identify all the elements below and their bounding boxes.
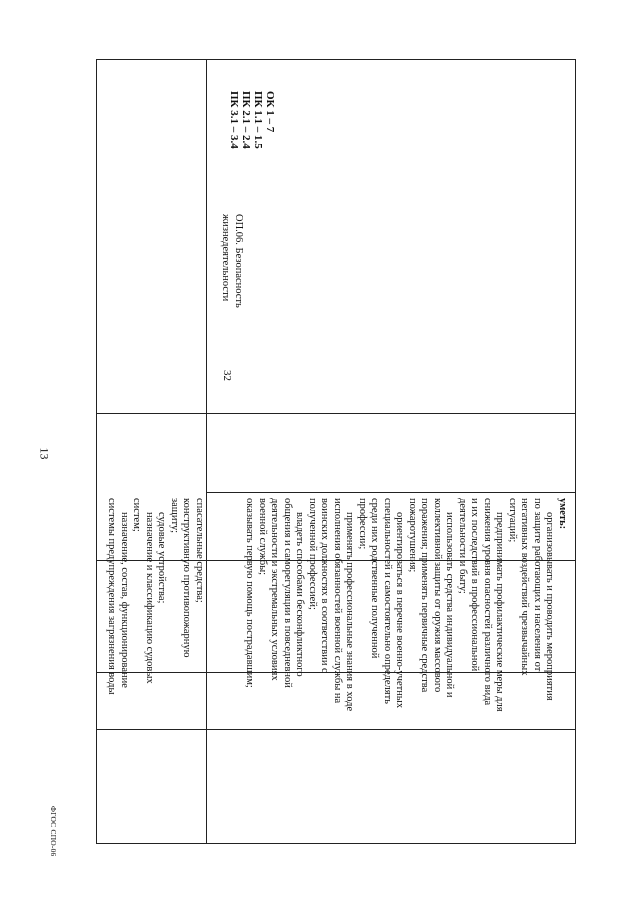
list-item: военной службы; — [257, 498, 268, 576]
list-item: исполнения обязанностей военной службы на — [332, 498, 343, 704]
list-item: пожаротушения; — [407, 498, 418, 573]
list-item: предпринимать профилактические меры для — [494, 512, 506, 712]
list-item: защиту; — [169, 498, 180, 533]
discipline-name: ОП.06. Безопасность жизнедеятельности — [220, 214, 244, 308]
list-item: и их последствий в профессиональной — [469, 498, 481, 672]
list-item: применять профессиональные знания в ходе — [344, 512, 356, 712]
list-item: ПК 1.1 – 1.5 — [252, 91, 264, 149]
list-item: коллективной защиты от оружия массового — [432, 498, 443, 693]
table-divider — [206, 492, 575, 493]
list-item: по защите работающих и населения от — [532, 498, 543, 672]
list-item: специальностей и самостоятельно определять — [382, 498, 393, 704]
list-item: системы предупреждения загрязнения воды — [106, 498, 118, 695]
list-item: среди них родственные полученной — [369, 498, 381, 659]
list-item: использовать средства индивидуальной и — [444, 512, 456, 698]
knowledge-list — [105, 498, 205, 838]
list-item: ОК 1 – 7 — [264, 91, 276, 133]
skills-heading: уметь: — [557, 498, 568, 530]
list-item: профессии; — [357, 498, 368, 550]
hours-value: 32 — [221, 370, 233, 381]
list-item: деятельности и быту; — [457, 498, 468, 594]
list-item: общения и саморегуляции в повседневной — [282, 498, 293, 688]
competency-codes — [228, 91, 276, 181]
list-item: назначение и классификацию судовых — [144, 512, 155, 684]
list-item: назначение, состав, функционирование — [119, 512, 130, 688]
list-item: снижения уровня опасностей различного вида — [482, 498, 493, 706]
list-item: воинских должностях в соответствии с — [319, 498, 331, 673]
table-divider — [206, 60, 207, 843]
list-item: полученной профессией; — [307, 498, 318, 610]
list-item: систем; — [131, 498, 143, 532]
list-item: ПК 2.1 – 2.4 — [240, 91, 252, 149]
table-divider — [97, 413, 575, 414]
list-item: владеть способами бесконфликтного — [294, 512, 306, 677]
list-item: судовые устройства; — [156, 512, 168, 604]
list-item: ситуаций; — [507, 498, 518, 543]
page-number: 13 — [37, 447, 52, 460]
list-item: ориентироваться в перечне военно-учетных — [394, 512, 406, 709]
curriculum-table — [96, 59, 576, 844]
list-item: оказывать первую помощь пострадавшим; — [244, 498, 256, 688]
list-item: деятельности и экстремальных условиях — [269, 498, 281, 681]
list-item: ПК 3.1 – 3.4 — [228, 91, 240, 149]
list-item: негативных воздействий чрезвычайных — [519, 498, 531, 676]
list-item: поражения; применять первичные средства — [419, 498, 431, 693]
list-item: конструктивную противопожарную — [181, 498, 193, 658]
page-footer: ФГОС СПО-06 — [49, 806, 58, 857]
list-item: организовывать и проводить мероприятия — [544, 512, 556, 701]
skills-list — [243, 498, 568, 843]
list-item: спасательные средства; — [194, 498, 205, 603]
